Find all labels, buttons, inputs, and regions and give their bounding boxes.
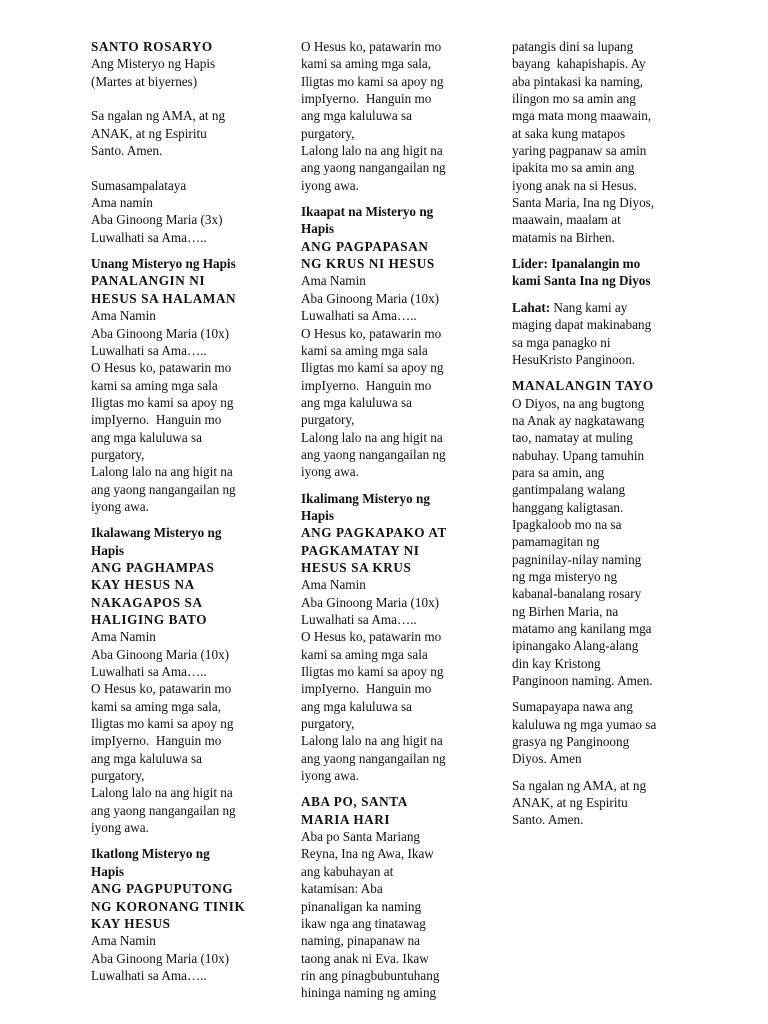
text-line: ang yaong nangangailan ng: [301, 446, 446, 462]
section-heading: MARIA HARI: [301, 811, 391, 827]
text-line: ang kabuhayan at: [301, 863, 394, 879]
text-line: ang mga kaluluwa sa: [301, 394, 412, 410]
mystery-title: Hapis: [91, 542, 124, 558]
section-heading: ANG PAGHAMPAS: [91, 559, 215, 575]
text-line: Sa ngalan ng AMA, at ng: [91, 108, 226, 124]
text-line: O Hesus ko, patawarin mo: [301, 325, 442, 341]
text-line: kami sa aming mga sala: [301, 342, 428, 358]
text-line: O Hesus ko, patawarin mo: [91, 681, 232, 697]
text-line: Luwalhati sa Ama…..: [301, 612, 417, 627]
text-block: [301, 793, 479, 1001]
text-line: impIyerno. Hanguin mo: [301, 377, 432, 393]
text-line: ikaw nga ang tinatawag: [301, 915, 426, 931]
mystery-title: kami Santa Ina ng Diyos: [512, 273, 651, 289]
text-line: Lalong lalo na ang higit na: [91, 785, 233, 801]
mystery-title: Hapis: [301, 221, 334, 237]
text-line: purgatory,: [91, 768, 145, 784]
text-line: Ama Namin: [91, 629, 156, 645]
section-heading: NAKAGAPOS SA: [91, 594, 203, 610]
text-line: iyong awa.: [301, 768, 359, 784]
speaker-label: Lahat:: [512, 299, 551, 315]
text-line: Sa ngalan ng AMA, at ng: [512, 777, 647, 793]
text-line: tao, namatay at muling: [512, 430, 633, 446]
text-block: [512, 299, 692, 368]
section-heading: MANALANGIN TAYO: [512, 378, 654, 394]
section-heading: ABA PO, SANTA: [301, 794, 408, 810]
text-line: Aba Ginoong Maria (10x): [301, 594, 440, 610]
text-line: Ama Namin: [301, 577, 366, 593]
section-heading: ANG PAGKAPAKO AT: [301, 525, 447, 541]
text-line: kaluluwa ng mga yumao sa: [512, 716, 657, 732]
text-line: [512, 299, 692, 316]
text-line: Aba po Santa Mariang: [301, 829, 421, 845]
text-line: mga mata mong maawain,: [512, 108, 652, 124]
text-block: [301, 203, 479, 481]
text-line: O Hesus ko, patawarin mo: [301, 629, 442, 645]
mystery-title: Unang Misteryo ng Hapis: [91, 256, 236, 272]
text-line: aba pintakasi ka naming,: [512, 73, 644, 89]
text-line: pamamagitan ng: [512, 534, 600, 550]
text-line: Ama Namin: [301, 273, 366, 289]
text-line: para sa amin, ang: [512, 464, 605, 480]
text-line: bayang kahapishapis. Ay: [512, 56, 646, 72]
blank-line: [91, 159, 269, 176]
text-line: iyong awa.: [91, 820, 149, 836]
section-heading: HESUS SA KRUS: [301, 559, 412, 575]
text-line: Aba Ginoong Maria (10x): [91, 646, 230, 662]
section-heading: HALIGING BATO: [91, 612, 208, 627]
blank-line: [91, 90, 269, 107]
text-line: Ama namin: [91, 195, 153, 211]
text-line: ang yaong nangangailan ng: [301, 160, 446, 176]
text-line: kami sa aming mga sala,: [91, 698, 222, 714]
text-line: nabuhay. Upang tamuhin: [512, 447, 645, 463]
text-line: iyong awa.: [301, 177, 359, 193]
text-line: ang yaong nangangailan ng: [301, 750, 446, 766]
text-line: katamisan: Aba: [301, 881, 383, 897]
text-line: purgatory,: [91, 446, 145, 462]
text-line: Sumasampalataya: [91, 177, 187, 193]
text-line: Sumapayapa nawa ang: [512, 699, 633, 715]
text-line: kami sa aming mga sala: [301, 646, 428, 662]
text-line: Santa Maria, Ina ng Diyos,: [512, 195, 655, 211]
text-line: (Martes at biyernes): [91, 73, 198, 89]
text-line: ang mga kaluluwa sa: [301, 698, 412, 714]
text-line: ang mga kaluluwa sa: [91, 429, 202, 445]
mystery-title: Lider: Ipanalangin mo: [512, 256, 641, 272]
section-heading: NG KORONANG TINIK: [91, 898, 246, 914]
text-line: Iligtas mo kami sa apoy ng: [91, 716, 234, 732]
text-block: [301, 38, 479, 194]
text-line: hanggang kaligtasan.: [512, 499, 624, 515]
text-line: patangis dini sa lupang: [512, 39, 634, 54]
text-block: [512, 698, 692, 767]
section-heading: ANG PAGPAPASAN: [301, 238, 429, 254]
mystery-title: Ikalawang Misteryo ng: [91, 525, 222, 541]
text-block: [91, 845, 269, 984]
text-line: Santo. Amen.: [91, 143, 163, 159]
text-line: iyong awa.: [91, 498, 149, 514]
text-line: taong anak ni Eva. Ikaw: [301, 950, 429, 966]
text-line: ang mga kaluluwa sa: [301, 108, 412, 124]
text-line: Iligtas mo kami sa apoy ng: [301, 360, 444, 376]
text-line: Ipagkaloob mo na sa: [512, 516, 622, 532]
text-line: Ang Misteryo ng Hapis: [91, 56, 216, 72]
text-line: iyong awa.: [301, 464, 359, 480]
text-line: purgatory,: [301, 716, 355, 732]
text-line: grasya ng Panginoong: [512, 734, 630, 750]
text-line: ng mga misteryo ng: [512, 568, 618, 584]
text-line: naming, pinapanaw na: [301, 933, 421, 949]
text-line: pagninilay-nilay naming: [512, 551, 642, 567]
text-line: Aba Ginoong Maria (10x): [301, 290, 440, 306]
text-line: ng Birhen Maria, na: [512, 603, 619, 619]
text-line: Ama Namin: [91, 933, 156, 949]
text-block: [512, 38, 692, 246]
section-heading: ANG PAGPUPUTONG: [91, 881, 234, 897]
text-line: yaring pagpanaw sa amin: [512, 143, 647, 159]
text-block: [512, 777, 692, 829]
text-line: gantimpalang walang: [512, 482, 626, 498]
text-line: ang yaong nangangailan ng: [91, 802, 236, 818]
text-line: purgatory,: [301, 412, 355, 428]
text-line: sa mga panagko ni: [512, 334, 611, 350]
text-line: ipakita mo sa amin ang: [512, 160, 635, 176]
text-line: Luwalhati sa Ama…..: [91, 664, 207, 680]
text-line: purgatory,: [301, 125, 355, 141]
section-heading: PAGKAMATAY NI: [301, 542, 420, 558]
text-block: [91, 255, 269, 515]
text-line: ilingon mo sa amin ang: [512, 91, 636, 107]
text-line: kami sa aming mga sala,: [301, 56, 432, 72]
text-line: Panginoon naming. Amen.: [512, 673, 653, 689]
text-line: Iligtas mo kami sa apoy ng: [91, 394, 234, 410]
column-2: [301, 38, 479, 1011]
section-heading: KAY HESUS: [91, 915, 171, 931]
mystery-title: Ikaapat na Misteryo ng: [301, 204, 434, 220]
section-heading: KAY HESUS NA: [91, 577, 195, 593]
text-line: din kay Kristong: [512, 655, 601, 671]
text-line: Santo. Amen.: [512, 812, 584, 828]
text-line: HesuKristo Panginoon.: [512, 351, 636, 367]
text-line: impIyerno. Hanguin mo: [91, 412, 222, 428]
text-line: matamis na Birhen.: [512, 229, 615, 245]
text-line: ANAK, at ng Espiritu: [512, 795, 628, 811]
section-heading: NG KRUS NI HESUS: [301, 256, 435, 272]
text-line: maawain, maalam at: [512, 212, 621, 228]
text-line: Luwalhati sa Ama…..: [91, 229, 207, 245]
text-line: kami sa aming mga sala: [91, 377, 218, 393]
section-heading: PANALANGIN NI: [91, 273, 206, 289]
text-line: Luwalhati sa Ama…..: [301, 308, 417, 324]
text-block: [91, 38, 269, 246]
text-line: Diyos. Amen: [512, 751, 582, 767]
text-line: iyong anak na si Hesus.: [512, 177, 637, 193]
text-line: hininga naming ng aming: [301, 985, 437, 1001]
text-line: O Diyos, na ang bugtong: [512, 395, 645, 411]
text-line: Aba Ginoong Maria (10x): [91, 950, 230, 966]
text-line: kabanal-banalang rosary: [512, 586, 642, 602]
text-line: Lalong lalo na ang higit na: [301, 429, 443, 445]
text-line: Luwalhati sa Ama…..: [91, 342, 207, 358]
column-3: [512, 38, 692, 838]
section-heading: SANTO ROSARYO: [91, 39, 213, 54]
text-line: Aba Ginoong Maria (10x): [91, 325, 230, 341]
text-line: Lalong lalo na ang higit na: [301, 143, 443, 159]
text-line: ang mga kaluluwa sa: [91, 750, 202, 766]
text-line: matamo ang kanilang mga: [512, 621, 652, 636]
text-line: impIyerno. Hanguin mo: [301, 681, 432, 697]
text-line: Aba Ginoong Maria (3x): [91, 212, 223, 228]
text-line: ang yaong nangangailan ng: [91, 481, 236, 497]
text-line: Lalong lalo na ang higit na: [301, 733, 443, 749]
text-block: [91, 524, 269, 836]
text-line: Luwalhati sa Ama…..: [91, 967, 207, 983]
mystery-title: Hapis: [91, 863, 124, 879]
text-line: impIyerno. Hanguin mo: [301, 91, 432, 107]
text-line: na Anak ay nagkatawang: [512, 412, 645, 428]
text-line: O Hesus ko, patawarin mo: [301, 39, 442, 54]
text-line: at saka kung matapos: [512, 125, 626, 141]
section-heading: HESUS SA HALAMAN: [91, 290, 237, 306]
text-line: rin ang pinagbubuntuhang: [301, 967, 440, 983]
text-line: Iligtas mo kami sa apoy ng: [301, 73, 444, 89]
text-line: ipinangako Alang-alang: [512, 638, 639, 654]
text-line: ANAK, at ng Espiritu: [91, 125, 207, 141]
mystery-title: Ikalimang Misteryo ng: [301, 490, 430, 506]
text-line: O Hesus ko, patawarin mo: [91, 360, 232, 376]
text-line: impIyerno. Hanguin mo: [91, 733, 222, 749]
text-block: [512, 377, 692, 689]
column-1: [91, 38, 269, 993]
text-line: maging dapat makinabang: [512, 317, 652, 333]
text-line: Lalong lalo na ang higit na: [91, 464, 233, 480]
text-line: Reyna, Ina ng Awa, Ikaw: [301, 846, 434, 862]
text-line: Iligtas mo kami sa apoy ng: [301, 664, 444, 680]
mystery-title: Ikatlong Misteryo ng: [91, 846, 210, 862]
mystery-title: Hapis: [301, 507, 334, 523]
text-line-content: Nang kami ay: [550, 299, 628, 315]
text-block: [301, 490, 479, 785]
text-line: pinanaligan ka naming: [301, 898, 422, 914]
text-block: [512, 255, 692, 290]
text-line: Ama Namin: [91, 308, 156, 324]
